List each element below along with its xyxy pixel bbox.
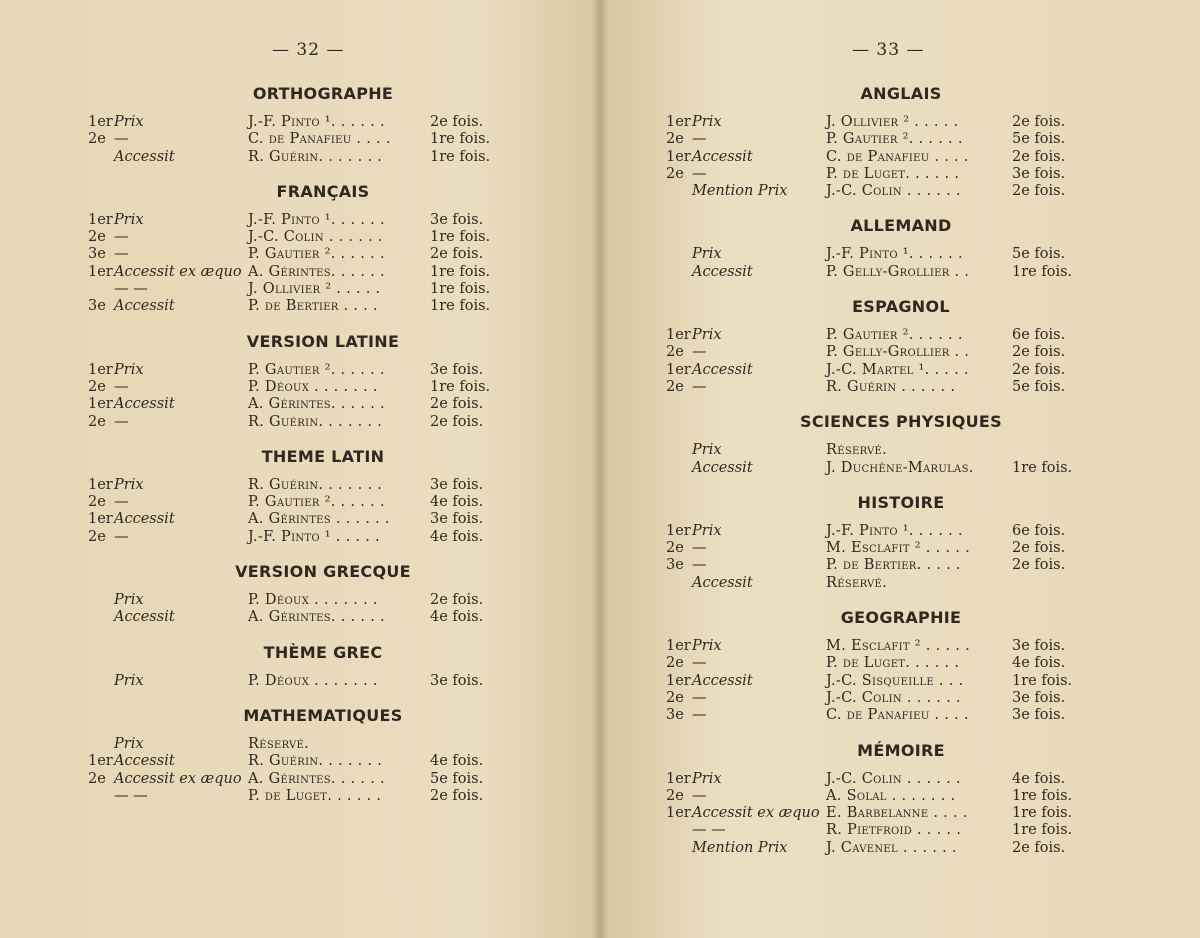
award-count: 1re fois.: [430, 229, 491, 246]
award-row: [666, 379, 1076, 396]
award-count: 3e fois.: [430, 511, 484, 528]
award-rank: 2e: [666, 344, 684, 361]
award-rank: [88, 592, 114, 609]
award-rank: 3e: [88, 246, 106, 263]
award-type: —: [692, 344, 707, 361]
award-rank: 1er: [88, 511, 113, 528]
award-rank: 2e: [88, 770, 106, 787]
award-type: Accessit: [114, 148, 175, 165]
award-rank: 1er: [666, 638, 691, 655]
award-section: [88, 445, 498, 546]
award-row: [88, 609, 498, 626]
award-type: —: [692, 131, 707, 148]
award-row: [666, 114, 1076, 131]
award-count: 2e fois.: [1012, 183, 1066, 200]
award-rank: 1er: [666, 805, 691, 822]
section-title: GEOGRAPHIE: [840, 608, 962, 628]
award-rank: 2e: [666, 540, 684, 557]
award-rank: [88, 149, 114, 166]
award-section: [666, 739, 1076, 857]
student-name: P. de Luget. . . . . .: [248, 787, 382, 804]
award-type: Prix: [114, 211, 144, 228]
award-count: 2e fois.: [1012, 540, 1066, 557]
award-count: 2e fois.: [430, 396, 484, 413]
student-name: Réservé.: [826, 442, 888, 459]
student-name: A. Gérintes. . . . . .: [248, 609, 385, 626]
award-type: —: [114, 229, 129, 246]
award-type: Prix: [692, 442, 722, 459]
award-count: 3e fois.: [1012, 165, 1066, 182]
award-count: 5e fois.: [430, 770, 484, 787]
award-type: Prix: [692, 770, 722, 787]
student-name: P. de Bertier. . . . .: [826, 557, 961, 574]
award-rank: [666, 460, 692, 477]
award-type: —: [114, 131, 129, 148]
award-type: Prix: [114, 114, 144, 130]
student-name: J.-C. Colin . . . . . .: [826, 689, 961, 706]
student-name: C. de Panafieu . . . .: [826, 148, 969, 165]
award-rank: 1er: [88, 476, 113, 493]
award-rank: 2e: [88, 528, 106, 545]
award-rank: [88, 281, 114, 298]
award-rank: 3e: [666, 557, 684, 574]
student-name: P. Gautier ². . . . . .: [248, 361, 385, 378]
right-page-content: [666, 82, 1076, 871]
award-type: Accessit ex æquo: [692, 805, 820, 822]
student-name: P. de Luget. . . . . .: [826, 165, 960, 182]
student-name: R. Pietfroid . . . . .: [826, 822, 962, 839]
award-row: [666, 788, 1076, 805]
award-row: [88, 281, 498, 298]
award-count: 2e fois.: [430, 246, 484, 263]
award-count: [430, 736, 490, 753]
award-type: — —: [692, 822, 726, 839]
award-row: [88, 114, 498, 131]
award-section: [88, 82, 498, 166]
award-row: [88, 264, 498, 281]
award-count: 4e fois.: [430, 494, 484, 511]
award-row: [88, 494, 498, 511]
award-rank: 2e: [666, 689, 684, 706]
award-type: Prix: [114, 592, 144, 609]
student-name: A. Solal . . . . . . .: [826, 787, 956, 804]
student-name: P. Déoux . . . . . . .: [248, 592, 378, 609]
award-count: 3e fois.: [1012, 707, 1066, 724]
award-row: [666, 655, 1076, 672]
student-name: J.-F. Pinto ¹. . . . . .: [826, 522, 963, 539]
award-type: —: [114, 378, 129, 395]
book-gutter: [592, 0, 608, 938]
student-name: Réservé.: [248, 735, 310, 752]
left-page-content: [88, 82, 498, 819]
award-section: [88, 641, 498, 690]
award-type: Accessit ex æquo: [114, 770, 242, 787]
award-section: [88, 560, 498, 627]
student-name: P. Gautier ². . . . . .: [826, 327, 963, 344]
award-count: 2e fois.: [1012, 839, 1066, 856]
award-section: [88, 704, 498, 805]
award-row: [666, 690, 1076, 707]
award-row: [88, 396, 498, 413]
award-row: [666, 327, 1076, 344]
award-rank: 2e: [666, 787, 684, 804]
award-rank: [666, 822, 692, 839]
student-name: P. Gautier ². . . . . .: [248, 246, 385, 263]
award-rank: [88, 736, 114, 753]
award-type: Mention Prix: [692, 839, 788, 856]
student-name: P. Gelly-Grollier . .: [826, 344, 970, 361]
award-type: Accessit: [114, 511, 175, 528]
award-row: [88, 511, 498, 528]
award-row: [666, 575, 1076, 592]
award-row: [666, 638, 1076, 655]
award-section: [666, 606, 1076, 724]
award-count: 1re fois.: [1012, 787, 1073, 804]
award-row: [666, 673, 1076, 690]
award-row: [666, 460, 1076, 477]
award-count: 1re fois.: [1012, 672, 1073, 689]
award-row: [88, 673, 498, 690]
award-row: [666, 131, 1076, 148]
award-row: [88, 529, 498, 546]
award-section: [666, 82, 1076, 200]
award-row: [666, 149, 1076, 166]
section-title: MÉMOIRE: [857, 740, 945, 760]
award-count: 3e fois.: [1012, 689, 1066, 706]
award-rank: 1er: [666, 672, 691, 689]
award-count: 1re fois.: [1012, 263, 1073, 280]
award-type: —: [692, 787, 707, 804]
award-rank: [666, 246, 692, 263]
award-rank: 1er: [88, 361, 113, 378]
award-rank: 2e: [666, 378, 684, 395]
award-rank: 2e: [666, 655, 684, 672]
award-count: 4e fois.: [430, 528, 484, 545]
award-count: 3e fois.: [430, 361, 484, 378]
award-type: —: [692, 165, 707, 182]
award-type: —: [114, 494, 129, 511]
award-count: 6e fois.: [1012, 327, 1066, 344]
student-name: M. Esclafit ² . . . . .: [826, 540, 970, 557]
award-section: [88, 330, 498, 431]
section-title: ALLEMAND: [850, 216, 952, 236]
award-row: [88, 362, 498, 379]
award-type: — —: [114, 281, 148, 298]
award-count: 4e fois.: [1012, 770, 1066, 787]
student-name: P. Déoux . . . . . . .: [248, 672, 378, 689]
award-rank: 3e: [666, 707, 684, 724]
student-name: R. Guérin. . . . . . .: [248, 753, 383, 770]
award-count: 2e fois.: [430, 592, 484, 609]
section-title: THEME LATIN: [261, 446, 385, 466]
award-rank: 1er: [666, 148, 691, 165]
award-type: —: [692, 655, 707, 672]
student-name: A. Gérintes. . . . . .: [248, 770, 385, 787]
award-type: Prix: [114, 476, 144, 493]
section-title: VERSION LATINE: [246, 331, 400, 351]
award-type: Accessit: [692, 263, 753, 280]
page-number-left: — 32 —: [272, 40, 345, 60]
award-count: 1re fois.: [430, 281, 491, 298]
award-type: Accessit: [114, 396, 175, 413]
award-rank: 2e: [666, 131, 684, 148]
award-type: —: [692, 540, 707, 557]
award-row: [88, 229, 498, 246]
award-row: [88, 753, 498, 770]
award-rank: 1er: [88, 263, 113, 280]
award-type: Accessit: [692, 148, 753, 165]
award-type: Accessit ex æquo: [114, 263, 242, 280]
award-rank: [666, 575, 692, 592]
award-type: Prix: [692, 638, 722, 655]
award-count: 3e fois.: [1012, 638, 1066, 655]
student-name: P. de Luget. . . . . .: [826, 655, 960, 672]
student-name: J.-F. Pinto ¹. . . . . .: [248, 211, 385, 228]
award-rank: [666, 840, 692, 857]
award-row: [88, 414, 498, 431]
student-name: Réservé.: [826, 574, 888, 591]
award-count: 2e fois.: [1012, 114, 1066, 130]
student-name: A. Gérintes. . . . . .: [248, 263, 385, 280]
award-count: 2e fois.: [1012, 557, 1066, 574]
award-count: 4e fois.: [430, 753, 484, 770]
student-name: P. de Bertier . . . .: [248, 298, 378, 315]
award-row: [666, 540, 1076, 557]
award-row: [88, 149, 498, 166]
award-count: 1re fois.: [1012, 805, 1073, 822]
award-rank: 1er: [88, 396, 113, 413]
award-type: —: [114, 413, 129, 430]
award-row: [666, 805, 1076, 822]
award-rank: 2e: [88, 229, 106, 246]
award-row: [666, 840, 1076, 857]
student-name: C. de Panafieu . . . .: [248, 131, 391, 148]
award-rank: 1er: [666, 522, 691, 539]
award-count: 1re fois.: [1012, 822, 1073, 839]
section-title: THÈME GREC: [263, 642, 383, 662]
award-type: Accessit: [114, 298, 175, 315]
award-row: [666, 264, 1076, 281]
award-type: —: [692, 557, 707, 574]
award-type: Accessit: [692, 574, 753, 591]
award-count: 2e fois.: [430, 114, 484, 130]
award-count: 1re fois.: [430, 148, 491, 165]
award-row: [88, 298, 498, 315]
award-row: [88, 592, 498, 609]
award-row: [88, 212, 498, 229]
student-name: J.-C. Sisqueille . . .: [826, 672, 964, 689]
student-name: J.-C. Martel ¹. . . . .: [826, 361, 969, 378]
award-count: 2e fois.: [430, 413, 484, 430]
award-row: [88, 131, 498, 148]
award-type: Prix: [114, 672, 144, 689]
student-name: P. Gautier ². . . . . .: [248, 494, 385, 511]
award-section: [666, 410, 1076, 477]
award-rank: 1er: [88, 211, 113, 228]
award-type: Prix: [114, 735, 144, 752]
student-name: J. Ollivier ² . . . . .: [826, 114, 959, 130]
award-count: 1re fois.: [430, 298, 491, 315]
award-rank: [88, 788, 114, 805]
student-name: J.-C. Colin . . . . . .: [248, 229, 383, 246]
student-name: J.-F. Pinto ¹. . . . . .: [248, 114, 385, 130]
award-count: 3e fois.: [430, 476, 484, 493]
section-title: MATHEMATIQUES: [243, 705, 403, 725]
award-count: [1012, 442, 1072, 459]
award-type: Prix: [692, 114, 722, 130]
student-name: A. Gérintes . . . . . .: [248, 511, 390, 528]
award-rank: 1er: [666, 361, 691, 378]
section-title: ORTHOGRAPHE: [252, 84, 394, 103]
award-type: Accessit: [114, 609, 175, 626]
section-title: ANGLAIS: [860, 84, 942, 103]
student-name: J. Ollivier ² . . . . .: [248, 281, 381, 298]
award-row: [666, 344, 1076, 361]
award-count: 3e fois.: [430, 211, 484, 228]
right-page: [600, 0, 1200, 938]
award-row: [666, 771, 1076, 788]
award-rank: 2e: [88, 378, 106, 395]
section-title: VERSION GRECQUE: [235, 562, 411, 582]
award-rank: 2e: [88, 413, 106, 430]
award-rank: 1er: [666, 770, 691, 787]
award-rank: 2e: [88, 131, 106, 148]
award-count: 2e fois.: [1012, 148, 1066, 165]
award-type: Accessit: [114, 753, 175, 770]
award-section: [666, 214, 1076, 281]
award-type: Prix: [114, 361, 144, 378]
award-type: Mention Prix: [692, 183, 788, 200]
award-rank: [666, 264, 692, 281]
student-name: A. Gérintes. . . . . .: [248, 396, 385, 413]
award-type: —: [692, 689, 707, 706]
award-type: —: [692, 707, 707, 724]
award-type: Accessit: [692, 361, 753, 378]
student-name: J. Cavenel . . . . . .: [826, 839, 957, 856]
award-rank: 1er: [88, 114, 113, 130]
award-count: 2e fois.: [1012, 361, 1066, 378]
award-type: Prix: [692, 246, 722, 263]
section-title: FRANÇAIS: [276, 181, 370, 201]
award-count: 1re fois.: [430, 378, 491, 395]
award-row: [88, 788, 498, 805]
student-name: R. Guérin. . . . . . .: [248, 413, 383, 430]
award-section: [88, 180, 498, 316]
award-row: [88, 246, 498, 263]
award-row: [666, 442, 1076, 459]
award-row: [88, 771, 498, 788]
award-count: 2e fois.: [430, 787, 484, 804]
award-type: — —: [114, 787, 148, 804]
student-name: E. Barbelanne . . . .: [826, 805, 968, 822]
award-type: —: [692, 378, 707, 395]
award-count: 2e fois.: [1012, 344, 1066, 361]
student-name: M. Esclafit ² . . . . .: [826, 638, 970, 655]
award-row: [666, 166, 1076, 183]
section-title: ESPAGNOL: [852, 297, 950, 317]
award-count: 1re fois.: [430, 263, 491, 280]
student-name: J.-C. Colin . . . . . .: [826, 770, 961, 787]
student-name: J. Duchêne-Marulas.: [826, 459, 974, 476]
student-name: J.-C. Colin . . . . . .: [826, 183, 961, 200]
student-name: C. de Panafieu . . . .: [826, 707, 969, 724]
award-type: Accessit: [692, 672, 753, 689]
award-row: [666, 246, 1076, 263]
student-name: P. Gautier ². . . . . .: [826, 131, 963, 148]
award-rank: [88, 673, 114, 690]
award-count: 4e fois.: [1012, 655, 1066, 672]
section-title: HISTOIRE: [857, 492, 945, 512]
award-rank: 2e: [666, 165, 684, 182]
award-type: —: [114, 528, 129, 545]
award-rank: [88, 609, 114, 626]
award-row: [88, 736, 498, 753]
award-row: [666, 183, 1076, 200]
award-row: [666, 707, 1076, 724]
award-rank: [666, 442, 692, 459]
student-name: R. Guérin. . . . . . .: [248, 148, 383, 165]
award-row: [88, 477, 498, 494]
award-row: [88, 379, 498, 396]
award-count: 1re fois.: [1012, 459, 1073, 476]
award-count: 4e fois.: [430, 609, 484, 626]
student-name: J.-F. Pinto ¹ . . . . .: [248, 528, 380, 545]
student-name: R. Guérin. . . . . . .: [248, 476, 383, 493]
student-name: P. Gelly-Grollier . .: [826, 263, 970, 280]
student-name: J.-F. Pinto ¹. . . . . .: [826, 246, 963, 263]
award-row: [666, 362, 1076, 379]
award-count: 5e fois.: [1012, 131, 1066, 148]
award-type: Prix: [692, 522, 722, 539]
award-count: 6e fois.: [1012, 522, 1066, 539]
award-rank: [666, 183, 692, 200]
award-count: 5e fois.: [1012, 246, 1066, 263]
award-row: [666, 557, 1076, 574]
award-rank: 3e: [88, 298, 106, 315]
award-type: Accessit: [692, 459, 753, 476]
student-name: R. Guérin . . . . . .: [826, 378, 956, 395]
page-number-right: — 33 —: [852, 40, 925, 60]
award-rank: 2e: [88, 494, 106, 511]
award-count: [1012, 575, 1072, 592]
student-name: P. Déoux . . . . . . .: [248, 378, 378, 395]
award-count: 1re fois.: [430, 131, 491, 148]
award-count: 5e fois.: [1012, 378, 1066, 395]
award-rank: 1er: [666, 114, 691, 130]
section-title: SCIENCES PHYSIQUES: [800, 412, 1002, 432]
award-rank: 1er: [88, 753, 113, 770]
award-row: [666, 822, 1076, 839]
award-type: Prix: [692, 327, 722, 344]
award-type: —: [114, 246, 129, 263]
award-count: 3e fois.: [430, 672, 484, 689]
award-rank: 1er: [666, 327, 691, 344]
award-row: [666, 523, 1076, 540]
award-section: [666, 295, 1076, 396]
award-section: [666, 491, 1076, 592]
